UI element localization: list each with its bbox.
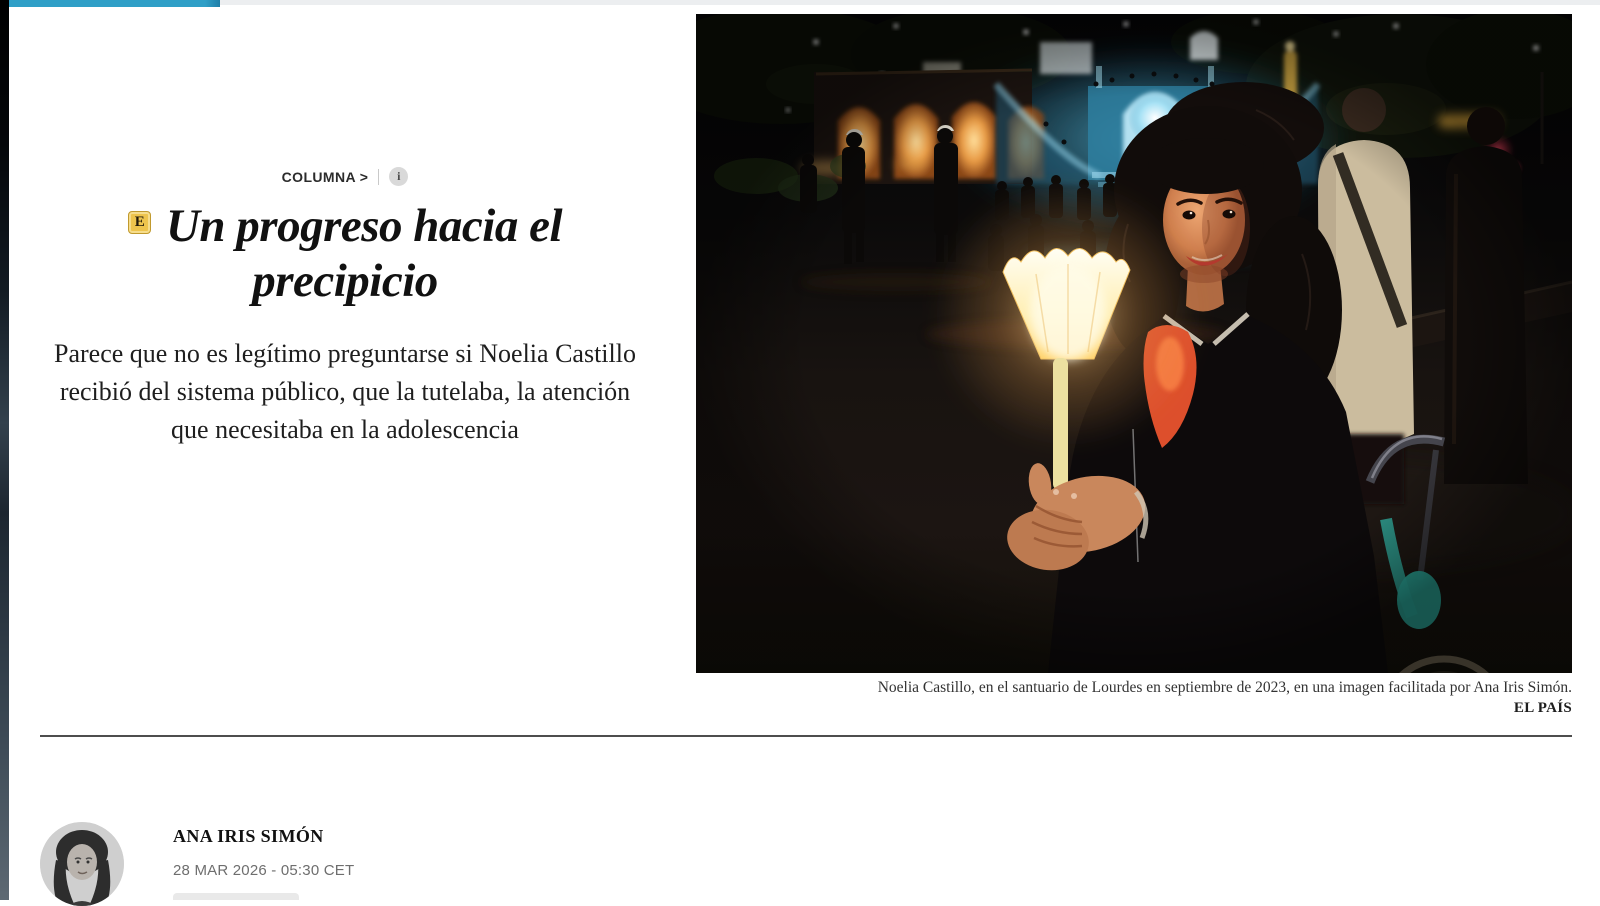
info-glyph: i [397, 169, 401, 183]
headline-line2: precipicio [252, 254, 438, 307]
kicker-divider [378, 169, 379, 185]
kicker-label: COLUMNA [281, 168, 356, 185]
window-edge-strip [0, 0, 9, 900]
avatar-portrait [40, 822, 124, 906]
chevron-right-icon: > [359, 168, 369, 185]
info-icon[interactable] [389, 167, 408, 186]
elpais-opinion-badge: E [128, 211, 151, 234]
vignette [696, 14, 1572, 673]
top-accent-bar [9, 0, 220, 7]
lead-photo [696, 14, 1572, 673]
page-title [30, 199, 660, 308]
headline-line1: Un progreso hacia el [165, 200, 563, 252]
section-divider [40, 735, 1572, 737]
author-meta [173, 822, 354, 879]
article-subtitle: Parece que no es legítimo preguntarse si Noelia Castillo recibió del sistema público, que la tutelaba, la atención que necesitaba en la adolescencia [54, 339, 636, 445]
top-gray-strip [220, 0, 1600, 5]
photo-credit: EL PAÍS [1513, 700, 1572, 716]
section-link-columna[interactable] [282, 169, 369, 185]
author-avatar[interactable] [40, 822, 124, 906]
article-header [30, 167, 660, 449]
kicker-row [30, 167, 660, 186]
photo-caption [472, 679, 1572, 717]
publish-date: 28 MAR 2026 - 05:30 CET [173, 862, 355, 879]
caption-text: Noelia Castillo, en el santuario de Lourdes en septiembre de 2023, en una imagen facilitada por Ana Iris Simón. [877, 679, 1572, 696]
author-name-link[interactable]: ANA IRIS SIMÓN [173, 826, 324, 846]
night-photo-lourdes [696, 14, 1572, 673]
share-bar-remnant [173, 893, 299, 900]
